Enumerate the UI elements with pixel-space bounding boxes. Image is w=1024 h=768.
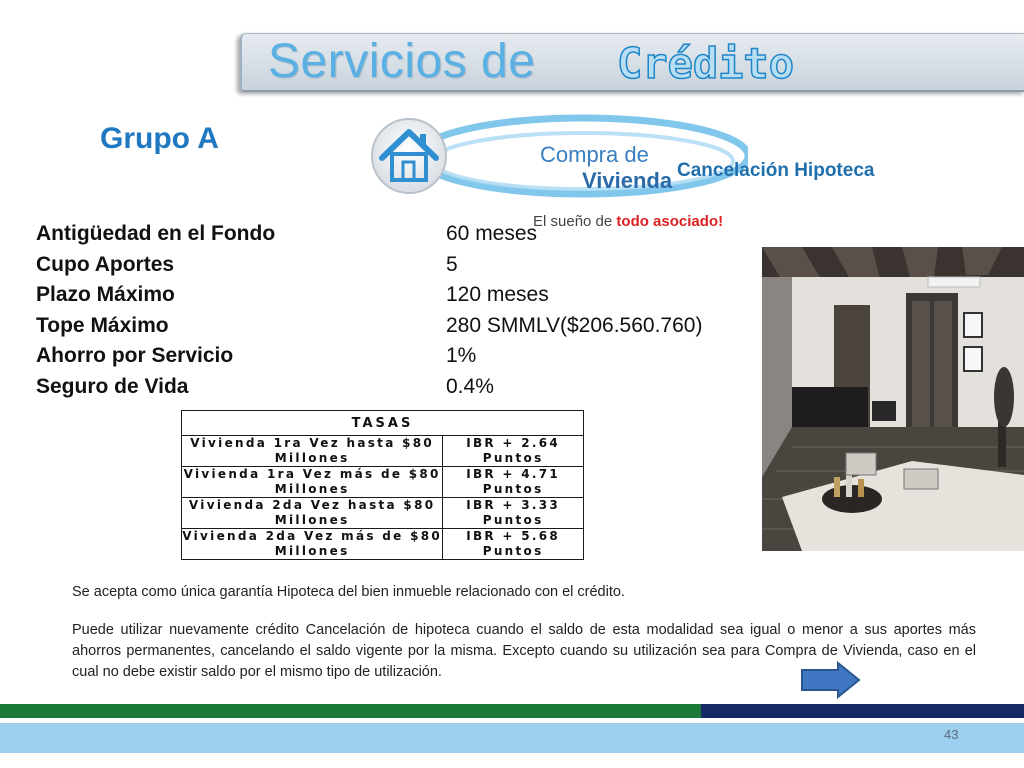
rate-desc-line: Vivienda 1ra Vez hasta $80 — [190, 436, 435, 450]
rate-value — [443, 436, 584, 467]
reuse-note: Puede utilizar nuevamente crédito Cancelación de hipoteca cuando el saldo de esta modalidad sea igual o menor a sus aportes más ahorros permanentes, cancelando el saldo vigente por la misma. Excepto cuando su utilización sea para Compra de Vivienda, caso en el cual no debe existir saldo por el mismo tipo de utilización. — [72, 622, 976, 680]
footer-bar-blue — [0, 723, 1024, 753]
spec-label: Ahorro por Servicio — [36, 344, 234, 368]
rate-description — [182, 467, 443, 498]
spec-value: 0.4% — [446, 374, 494, 398]
rate-desc-line: Millones — [274, 544, 350, 558]
rate-value-line: IBR + 4.71 — [466, 467, 561, 481]
guarantee-note: Se acepta como única garantía Hipoteca del bien inmueble relacionado con el crédito. — [72, 584, 625, 600]
service-label: Cancelación Hipoteca — [677, 160, 875, 181]
rate-desc-line: Millones — [274, 451, 350, 465]
rate-value-line: IBR + 5.68 — [466, 529, 561, 543]
rate-value-line: Puntos — [482, 451, 544, 465]
spec-value: 60 meses — [446, 222, 538, 245]
table-row — [182, 498, 584, 529]
rate-desc-line: Millones — [274, 482, 350, 496]
logo-tagline-prefix: El sueño de — [533, 213, 617, 230]
spec-value: 280 SMMLV($206.560.760) — [446, 313, 703, 337]
page-number: 43 — [944, 727, 959, 742]
rate-value — [443, 467, 584, 498]
rate-value-line: IBR + 3.33 — [466, 498, 561, 512]
page-title: Servicios de — [268, 35, 536, 88]
arrow-right-icon — [800, 661, 862, 699]
page-title-accent: Crédito — [617, 39, 795, 88]
spec-label: Tope Máximo — [36, 313, 169, 337]
rate-value-line: IBR + 2.64 — [466, 436, 561, 450]
group-heading: Grupo A — [100, 122, 219, 155]
table-row — [182, 529, 584, 560]
spec-label: Cupo Aportes — [36, 252, 175, 276]
rates-table-header: TASAS — [182, 411, 584, 436]
rate-value — [443, 498, 584, 529]
rate-description — [182, 529, 443, 560]
interior-photo — [762, 247, 1024, 551]
rate-value-line: Puntos — [482, 544, 544, 558]
spec-label: Plazo Máximo — [36, 283, 175, 307]
svg-text:El sueño de todo asocia — [533, 213, 723, 230]
rates-table — [181, 410, 584, 560]
logo-line1: Compra de — [540, 142, 649, 167]
rate-desc-line: Vivienda 2da Vez hasta $80 — [188, 498, 436, 512]
rate-desc-line: Millones — [274, 513, 350, 527]
next-slide-arrow-button[interactable] — [800, 661, 862, 699]
spec-value: 5 — [446, 252, 458, 276]
spec-value: 1% — [446, 344, 477, 368]
logo-line2: Vivienda — [582, 168, 673, 193]
rate-description — [182, 436, 443, 467]
logo-tagline-bold: todo asociado! — [616, 213, 724, 230]
rate-value — [443, 529, 584, 560]
spec-label: Antigüedad en el Fondo — [36, 222, 276, 245]
rate-value-line: Puntos — [482, 482, 544, 496]
spec-label: Seguro de Vida — [36, 374, 189, 398]
rate-desc-line: Vivienda 2da Vez más de $80 — [182, 529, 443, 543]
spec-value: 120 meses — [446, 283, 549, 307]
table-row — [182, 467, 584, 498]
footer-bar-green — [0, 704, 701, 718]
footer-bar-navy — [701, 704, 1024, 718]
table-row — [182, 436, 584, 467]
rate-description — [182, 498, 443, 529]
rate-value-line: Puntos — [482, 513, 544, 527]
rate-desc-line: Vivienda 1ra Vez más de $80 — [183, 467, 441, 481]
